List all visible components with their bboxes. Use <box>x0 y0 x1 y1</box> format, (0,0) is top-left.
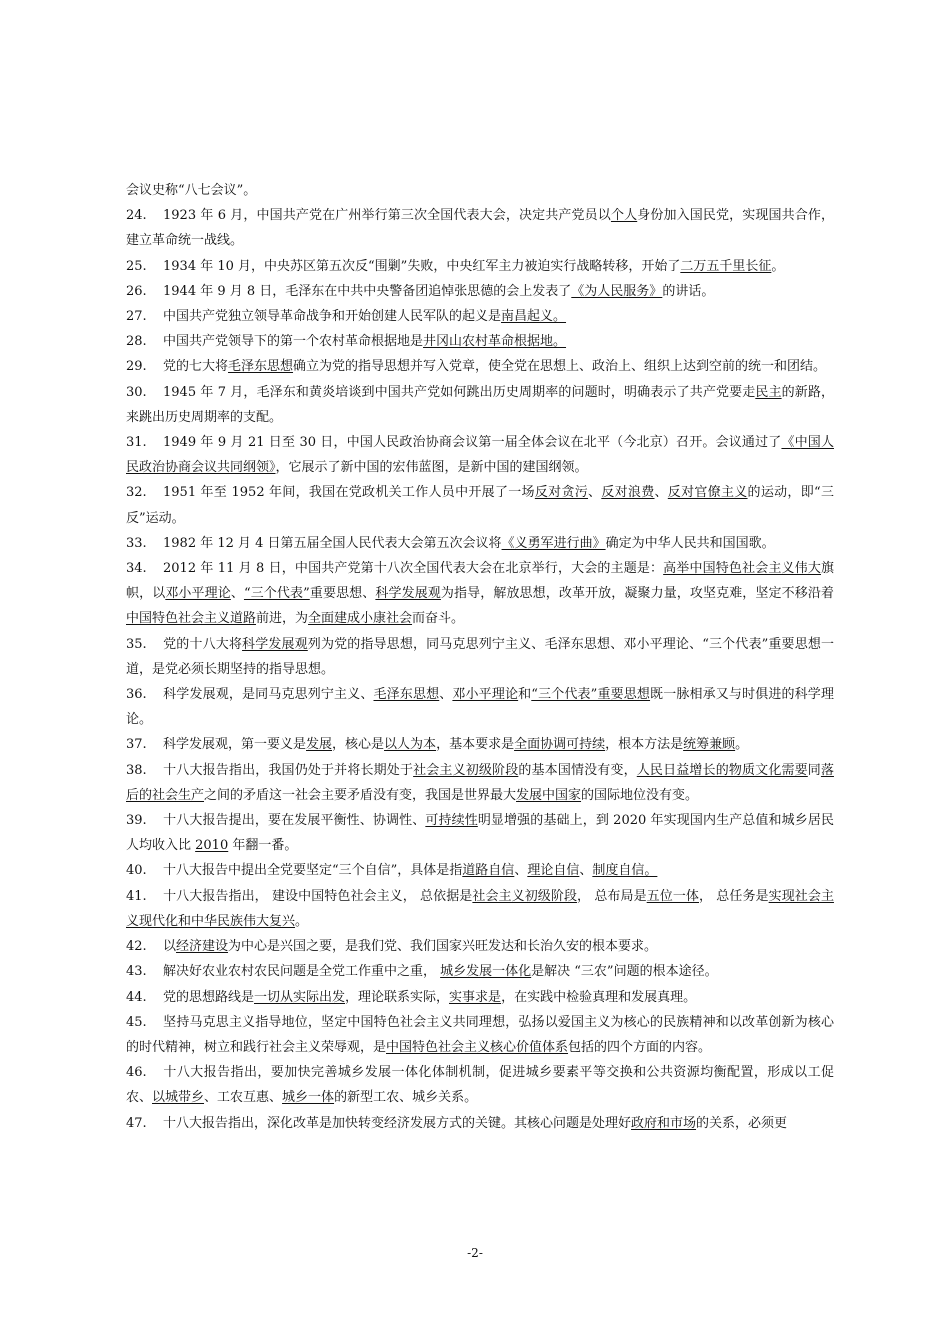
question-text: 1982 年 12 月 4 日第五届全国人民代表大会第五次会议将 <box>163 535 502 551</box>
question-item <box>126 808 834 858</box>
question-text: 的新路，来跳出历史周期率的支配。 <box>126 384 834 425</box>
question-text: 1951 年至 1952 年间，我国在党政机关工作人员中开展了一场 <box>163 485 535 501</box>
question-item <box>126 430 834 480</box>
question-number: 37. <box>126 737 147 753</box>
answer-text: 一切从实际出发 <box>254 989 346 1005</box>
question-number: 30. <box>126 384 147 400</box>
answer-text: 政府和市场 <box>631 1115 697 1131</box>
question-list <box>126 178 834 1136</box>
answer-text: 统筹兼顾 <box>683 737 736 753</box>
question-item <box>126 732 834 757</box>
answer-text: 2010 <box>195 838 229 854</box>
question-number: 28. <box>126 334 147 350</box>
answer-text: 南昌起义。 <box>501 309 567 325</box>
question-text: 、 <box>588 485 602 501</box>
answer-text: 高举中国特色社会主义伟大 <box>663 561 821 577</box>
question-text: 身份加入国民党，实现国共合作，建立革命统一战线。 <box>126 208 834 249</box>
question-text: 的关系，必须更 <box>696 1115 788 1131</box>
question-text: ，理论联系实际， <box>345 989 450 1005</box>
question-item <box>126 254 834 279</box>
question-number: 26. <box>126 283 147 299</box>
question-item <box>126 304 834 329</box>
answer-text: 《中国人民政治协商会议共同纲领》 <box>126 435 834 476</box>
question-text: 十八大报告指出，要加快完善城乡发展一体化体制机制，促进城乡要素平等交换和公共资源均衡配置，形成以工促农、 <box>126 1065 834 1106</box>
question-text: 1945 年 7 月，毛泽东和黄炎培谈到中国共产党如何跳出历史周期率的问题时，明确表示了共产党要走 <box>163 384 756 400</box>
question-text: 、 <box>439 687 453 703</box>
question-text: 重要思想、 <box>309 586 376 602</box>
answer-text: 经济建设 <box>176 939 229 955</box>
question-item <box>126 556 834 632</box>
answer-text: 发展中国家 <box>516 787 582 803</box>
answer-text: 毛泽东思想 <box>228 359 294 375</box>
question-text: 1949 年 9 月 21 日至 30 日，中国人民政治协商会议第一届全体会议在北平（今北京）召开。会议通过了 <box>163 435 782 451</box>
question-text: 既一脉相承又与时俱进的科学理论。 <box>126 687 834 728</box>
question-text: 的国际地位没有变。 <box>581 787 699 803</box>
question-text: 党的思想路线是 <box>163 989 255 1005</box>
question-item <box>126 1060 834 1110</box>
question-item <box>126 531 834 556</box>
question-text: 的运动，即“三反”运动。 <box>126 485 834 526</box>
question-number: 45. <box>126 1014 147 1030</box>
question-number: 33. <box>126 535 147 551</box>
question-text: 十八大报告指出，我国仍处于并将长期处于 <box>163 762 414 778</box>
question-text: 明显增强的基础上，到 2020 年实现国内生产总值和城乡居民人均收入比 <box>126 813 834 854</box>
question-text: ，基本要求是 <box>436 737 515 753</box>
question-item <box>126 884 834 934</box>
question-text: 1944 年 9 月 8 日，毛泽东在中共中央警备团追悼张思德的会上发表了 <box>163 283 572 299</box>
question-text: 、 <box>230 586 244 602</box>
question-item <box>126 354 834 379</box>
question-item <box>126 1111 834 1136</box>
answer-text: 城乡一体 <box>282 1090 335 1106</box>
question-number: 35. <box>126 636 147 652</box>
question-item <box>126 203 834 253</box>
question-text: ，它展示了新中国的宏伟蓝图，是新中国的建国纲领。 <box>275 460 588 476</box>
answer-text: 人民日益增长的物质文化需要 <box>636 762 808 778</box>
question-text: 列为党的指导思想，同马克思列宁主义、毛泽东思想、邓小平理论、“三个代表”重要思想一道，是党必须长期坚持的指导思想。 <box>126 636 834 677</box>
question-number: 25. <box>126 258 147 274</box>
answer-text: 理论自信 <box>527 863 580 879</box>
question-item <box>126 1010 834 1060</box>
question-item <box>126 632 834 682</box>
question-text: 包括的四个方面的内容。 <box>568 1039 712 1055</box>
question-item <box>126 934 834 959</box>
question-number: 40. <box>126 863 147 879</box>
answer-text: 科学发展观 <box>375 586 441 602</box>
answer-text: 个人 <box>610 208 638 224</box>
question-text: 前进，为 <box>256 611 309 627</box>
answer-text: 反对官僚主义 <box>667 485 748 501</box>
answer-text: 邓小平理论 <box>165 586 231 602</box>
question-text: 2012 年 11 月 8 日，中国共产党第十八次全国代表大会在北京举行，大会的主题是： <box>163 561 664 577</box>
question-text: 的讲话。 <box>662 283 715 299</box>
answer-text: 以城带乡 <box>152 1090 205 1106</box>
question-number: 43. <box>126 964 147 980</box>
question-text: 十八大报告指出， 建设中国特色社会主义， 总依据是 <box>163 888 473 904</box>
question-number: 46. <box>126 1065 147 1081</box>
question-text: 十八大报告指出，深化改革是加快转变经济发展方式的关键。其核心问题是处理好 <box>163 1115 632 1131</box>
answer-text: 《为人民服务》 <box>571 283 663 299</box>
question-text: 和 <box>518 687 532 703</box>
question-item <box>126 858 834 883</box>
question-text: 、工农互惠、 <box>204 1090 283 1106</box>
question-item <box>126 480 834 530</box>
question-text: 以 <box>163 939 177 955</box>
answer-text: 全面协调可持续 <box>514 737 606 753</box>
question-text: 之间的矛盾这一社会主要矛盾没有变，我国是世界最大 <box>204 787 517 803</box>
question-number: 31. <box>126 435 147 451</box>
answer-text: 发展 <box>306 737 333 753</box>
answer-text: 道路自信 <box>462 863 515 879</box>
question-item <box>126 329 834 354</box>
question-text: 、 <box>654 485 668 501</box>
answer-text: 二万五千里长征 <box>680 258 772 274</box>
question-number: 24. <box>126 208 147 224</box>
answer-text: 实现社会主义现代化和中华民族伟大复兴 <box>126 888 834 929</box>
answer-text: 制度自信。 <box>592 863 658 879</box>
question-number: 36. <box>126 687 147 703</box>
question-item <box>126 279 834 304</box>
answer-text: “三个代表”重要思想 <box>531 687 651 703</box>
answer-text: 井冈山农村革命根据地。 <box>423 334 567 350</box>
question-number: 34. <box>126 561 147 577</box>
answer-text: 反对浪费 <box>601 485 655 501</box>
answer-text: 城乡发展一体化 <box>440 964 532 980</box>
answer-text: 以人为本 <box>384 737 437 753</box>
question-text: ，核心是 <box>332 737 385 753</box>
question-text: ，根本方法是 <box>605 737 684 753</box>
question-text: 、 <box>579 863 593 879</box>
question-text: 是解决 “三农”问题的根本途径。 <box>531 964 718 980</box>
question-item <box>126 758 834 808</box>
question-text: ， 总布局是 <box>577 888 647 904</box>
answer-text: 落后的社会生产 <box>126 762 834 803</box>
answer-text: 社会主义初级阶段 <box>472 888 578 904</box>
question-text: 中国共产党独立领导革命战争和开始创建人民军队的起义是 <box>163 309 502 325</box>
question-text: 而奋斗。 <box>412 611 465 627</box>
question-item <box>126 959 834 984</box>
question-text: 科学发展观，是同马克思列宁主义、 <box>163 687 374 703</box>
answer-text: 反对贪污 <box>534 485 589 501</box>
question-text: 科学发展观，第一要义是 <box>163 737 307 753</box>
question-text: 坚持马克思主义指导地位，坚定中国特色社会主义共同理想，弘扬以爱国主义为核心的民族精神和以改革创新为核心的时代精神，树立和践行社会主义荣辱观，是 <box>126 1014 834 1055</box>
question-text: ，在实践中检验真理和发展真理。 <box>501 989 697 1005</box>
question-text: 党的七大将 <box>163 359 229 375</box>
question-text: 会议史称“八七会议”。 <box>126 183 257 198</box>
answer-text: 五位一体 <box>646 888 699 904</box>
answer-text: “三个代表” <box>243 586 310 602</box>
answer-text: 毛泽东思想 <box>373 687 440 703</box>
page-number: -2- <box>467 1246 483 1260</box>
question-text: 十八大报告提出，要在发展平衡性、协调性、 <box>163 813 426 829</box>
answer-text: 可持续性 <box>425 813 478 829</box>
question-text: 旗帜，以 <box>126 561 834 602</box>
answer-text: 科学发展观 <box>242 636 308 652</box>
question-text: 1923 年 6 月，中国共产党在广州举行第三次全国代表大会，决定共产党员以 <box>163 208 611 224</box>
question-number: 39. <box>126 813 147 829</box>
answer-text: 邓小平理论 <box>452 687 519 703</box>
question-text: 十八大报告中提出全党要坚定“三个自信”，具体是指 <box>163 863 463 879</box>
question-number: 27. <box>126 309 147 325</box>
answer-text: 实事求是 <box>449 989 502 1005</box>
question-text: 的基本国情没有变， <box>518 762 637 778</box>
answer-text: 中国特色社会主义核心价值体系 <box>386 1039 569 1055</box>
question-text: 的新型工农、城乡关系。 <box>334 1090 478 1106</box>
question-text: 确定为中华人民共和国国歌。 <box>605 535 775 551</box>
question-text: 同 <box>807 762 821 778</box>
answer-text: 社会主义初级阶段 <box>413 762 519 778</box>
question-text: 1934 年 10 月，中央苏区第五次反“围剿”失败，中央红军主力被迫实行战略转移，开始了 <box>163 258 681 274</box>
question-number: 41. <box>126 888 147 904</box>
question-number: 38. <box>126 762 147 778</box>
question-text: 。 <box>735 737 749 753</box>
question-text: 。 <box>771 258 785 274</box>
question-text: 、 <box>514 863 528 879</box>
question-item <box>126 985 834 1010</box>
question-text: 中国共产党领导下的第一个农村革命根据地是 <box>163 334 424 350</box>
question-number: 42. <box>126 939 147 955</box>
question-text: 党的十八大将 <box>163 636 243 652</box>
answer-text: 中国特色社会主义道路 <box>126 611 257 627</box>
question-item <box>126 682 834 732</box>
answer-text: 民主 <box>755 384 782 400</box>
answer-text: 全面建成小康社会 <box>308 611 413 627</box>
question-number: 29. <box>126 359 147 375</box>
question-number: 47. <box>126 1115 147 1131</box>
question-text: 年翻一番。 <box>228 838 298 854</box>
question-text: 确立为党的指导思想并写入党章，使全党在思想上、政治上、组织上达到空前的统一和团结。 <box>293 359 827 375</box>
answer-text: 《义勇军进行曲》 <box>501 535 606 551</box>
question-number: 32. <box>126 485 147 501</box>
question-text: 解决好农业农村农民问题是全党工作重中之重， <box>163 964 441 980</box>
question-item <box>126 380 834 430</box>
question-item <box>126 178 834 203</box>
question-text: 为指导，解放思想，改革开放，凝聚力量，攻坚克难，坚定不移沿着 <box>440 586 834 602</box>
question-text: 。 <box>295 913 309 929</box>
question-number: 44. <box>126 989 147 1005</box>
question-text: ， 总任务是 <box>699 888 769 904</box>
question-text: 为中心是兴国之要，是我们党、我们国家兴旺发达和长治久安的根本要求。 <box>228 939 658 955</box>
